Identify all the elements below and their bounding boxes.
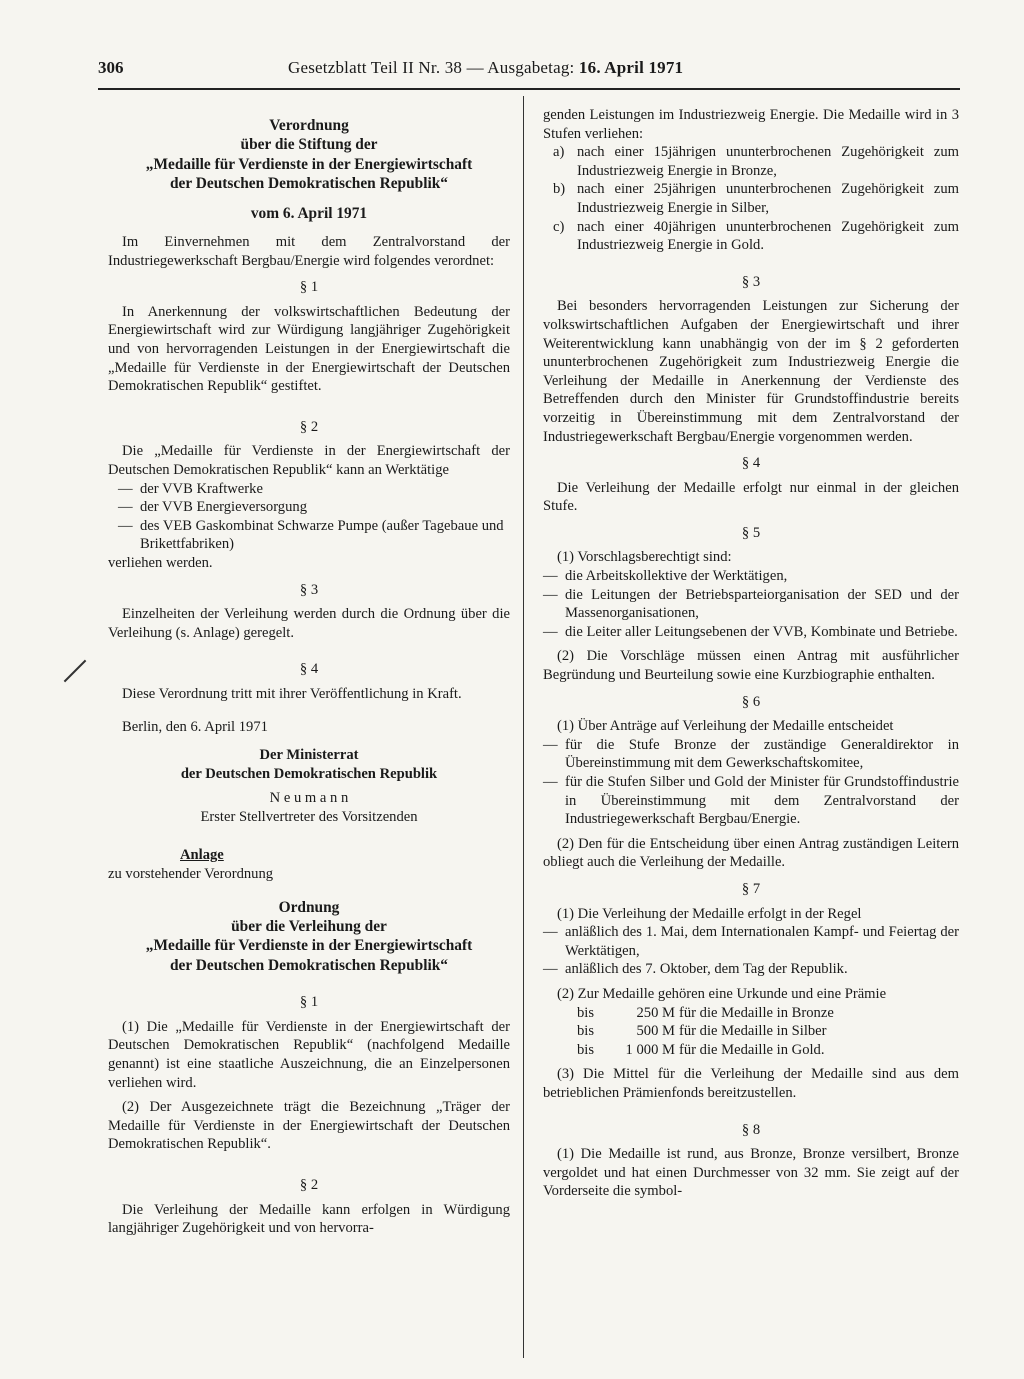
header-rule [98,88,960,90]
page-number: 306 [98,58,124,77]
list-item: — des VEB Gaskombinat Schwarze Pumpe (außer Tagebaue und Brikettfabriken) [118,517,504,553]
order-section-6-heading: § 6 [741,693,761,710]
order-medal-name-2: der Deutschen Demokratischen Republik“ [169,956,449,974]
order-section-5-p2: (2) Die Vorschläge müssen einen Antrag mit ausführlicher Begründung und Beurteilung sowie eine Kurzbiographie enthalten. [543,648,959,684]
header-text [288,58,683,78]
annex-subheading: zu vorstehender Verordnung [108,866,274,883]
section-4-text: Diese Verordnung tritt mit ihrer Veröffentlichung in Kraft. [122,685,462,702]
left-column [108,116,510,1238]
section-1-text: In Anerkennung der volkswirtschaftlichen Bedeutung der Energiewirtschaft wird zur Würdigung langjähriger Zugehörigkeit und von hervorragenden Leistungen in der Energiewirtschaft die „Medaille für Verdienste in der Energiewirtschaft der Deutschen Demokratischen Republik“ gestiftet. [108,303,510,395]
list-item: — die Arbeitskollektive der Werktätigen, [543,568,788,585]
prize-row: bis 1 000 M für die Medaille in Gold. [577,1041,825,1058]
section-2-text: Die „Medaille für Verdienste in der Energiewirtschaft der Deutschen Demokratischen Republik“ kann an Werktätige [108,443,510,478]
order-title: Ordnung [278,898,340,916]
place-date: Berlin, den 6. April 1971 [122,718,268,735]
section-2-end: verliehen werden. [108,554,213,571]
column-divider [523,96,524,1358]
signatory-name: N e u m a n n [269,790,349,807]
decree-date: vom 6. April 1971 [250,204,368,222]
list-item: — die Leiter aller Leitungsebenen der VVB, Kombinate und Betriebe. [543,623,958,640]
signatory-role: Erster Stellvertreter des Vorsitzenden [200,808,418,825]
signatory-body-2: der Deutschen Demokratischen Republik [180,765,438,782]
list-item: — der VVB Energieversorgung [118,499,307,516]
order-section-2-continued: genden Leistungen im Industriezweig Energie. Die Medaille wird in 3 Stufen verliehen: [543,107,959,142]
list-item: a) nach einer 15jährigen ununterbrochenen Zugehörigkeit zum Industriezweig Energie in Bronze, [553,144,959,179]
order-section-2-heading: § 2 [299,1177,319,1194]
order-section-6-p2: (2) Den für die Entscheidung über einen Antrag zuständigen Leitern obliegt auch die Verleihung der Medaille. [543,835,959,871]
order-section-1-p1: (1) Die „Medaille für Verdienste in der Energiewirtschaft der Deutschen Demokratischen Republik“ (nachfolgend Medaille genannt) ist eine staatliche Auszeichnung, die an Einzelpersonen verliehen wird. [108,1018,510,1091]
list-item: — anläßlich des 1. Mai, dem Internationalen Kampf- und Feiertag der Werktätigen, [543,924,959,959]
order-section-2-text: Die Verleihung der Medaille kann erfolgen in Würdigung langjähriger Zugehörigkeit und von hervorra- [108,1201,510,1237]
list-item: c) nach einer 40jährigen ununterbrochenen Zugehörigkeit zum Industriezweig Energie in Gold. [553,218,959,254]
order-section-5-heading: § 5 [741,524,761,541]
section-3-text: Einzelheiten der Verleihung werden durch die Ordnung über die Verleihung (s. Anlage) geregelt. [108,606,510,641]
order-subtitle: über die Verleihung der [231,918,387,936]
order-section-7-p2: (2) Zur Medaille gehören eine Urkunde und eine Prämie [557,985,887,1002]
decree-subtitle: über die Stiftung der [240,136,378,154]
order-section-7-heading: § 7 [741,880,761,897]
right-column [543,106,959,1201]
order-section-1-p2: (2) Der Ausgezeichnete trägt die Bezeichnung „Träger der Medaille für Verdienste in der Energiewirtschaft der Deutschen Demokratischen Republik“. [108,1099,510,1153]
header-publication: Gesetzblatt Teil II Nr. 38 — Ausgabetag: [288,58,579,77]
list-item: — der VVB Kraftwerke [118,480,263,497]
header-date: 16. April 1971 [578,58,684,77]
prize-row: bis 250 M für die Medaille in Bronze [577,1004,834,1021]
page-header [98,58,758,84]
list-item: — die Leitungen der Betriebsparteiorganisation der SED und der Massenorganisationen, [543,586,959,622]
signatory-body: Der Ministerrat [259,747,359,764]
order-section-6-p1: (1) Über Anträge auf Verleihung der Medaille entscheidet [557,718,894,735]
order-section-7-p1: (1) Die Verleihung der Medaille erfolgt in der Regel [557,905,862,922]
section-2-heading: § 2 [299,418,319,435]
list-item: b) nach einer 25jährigen ununterbrochenen Zugehörigkeit zum Industriezweig Energie in Silber, [553,181,959,216]
order-section-7-p3: (3) Die Mittel für die Verleihung der Medaille sind aus dem betrieblichen Prämienfonds bereitzustellen. [543,1066,959,1101]
order-section-1-heading: § 1 [299,994,319,1011]
list-item: — für die Stufen Silber und Gold der Minister für Grundstoffindustrie in Übereinstimmung mit dem Zentralvorstand der Industriegewerkschaft Bergbau/Energie. [543,774,959,828]
list-item: — anläßlich des 7. Oktober, dem Tag der Republik. [543,961,848,978]
decree-intro: Im Einvernehmen mit dem Zentralvorstand der Industriegewerkschaft Bergbau/Energie wird folgendes verordnet: [108,234,510,269]
section-1-heading: § 1 [299,279,319,296]
margin-pencil-mark [64,660,87,683]
order-section-8-heading: § 8 [741,1121,761,1138]
order-section-3-text: Bei besonders hervorragenden Leistungen zur Sicherung der volkswirtschaftlichen Aufgaben der Energiewirtschaft und ihrer Weiterentwicklung kann unabhängig von der im § 2 geforderten ununterbrochenen Zugehörigkeit zum Industriezweig Energie die Verleihung der Medaille in Anerkennung der Verdienste des Betreffenden durch den Minister für Grundstoffindustrie bereits vorzeitig in Übereinstimmung mit dem Zentralvorstand der Industriegewerkschaft Bergbau/Energie vorgenommen werden. [543,298,959,445]
order-section-8-text: (1) Die Medaille ist rund, aus Bronze, Bronze versilbert, Bronze vergoldet und hat einen Durchmesser von 32 mm. Sie zeigt auf der Vorderseite die symbol- [543,1146,959,1200]
decree-medal-name: „Medaille für Verdienste in der Energiewirtschaft [145,155,473,173]
decree-medal-name-2: der Deutschen Demokratischen Republik“ [169,175,449,193]
list-item: — für die Stufe Bronze der zuständige Generaldirektor in Übereinstimmung mit dem Gewerkschaftskomitee, [543,736,959,772]
order-section-4-heading: § 4 [741,455,761,472]
annex-heading: Anlage [180,847,224,864]
section-4-heading: § 4 [299,661,319,678]
order-medal-name: „Medaille für Verdienste in der Energiewirtschaft [145,937,473,955]
prize-row: bis 500 M für die Medaille in Silber [577,1023,827,1040]
order-section-5-p1: (1) Vorschlagsberechtigt sind: [557,549,732,566]
order-section-3-heading: § 3 [741,273,761,290]
section-3-heading: § 3 [299,581,319,598]
order-section-4-text: Die Verleihung der Medaille erfolgt nur einmal in der gleichen Stufe. [543,479,959,515]
decree-title: Verordnung [269,117,349,134]
